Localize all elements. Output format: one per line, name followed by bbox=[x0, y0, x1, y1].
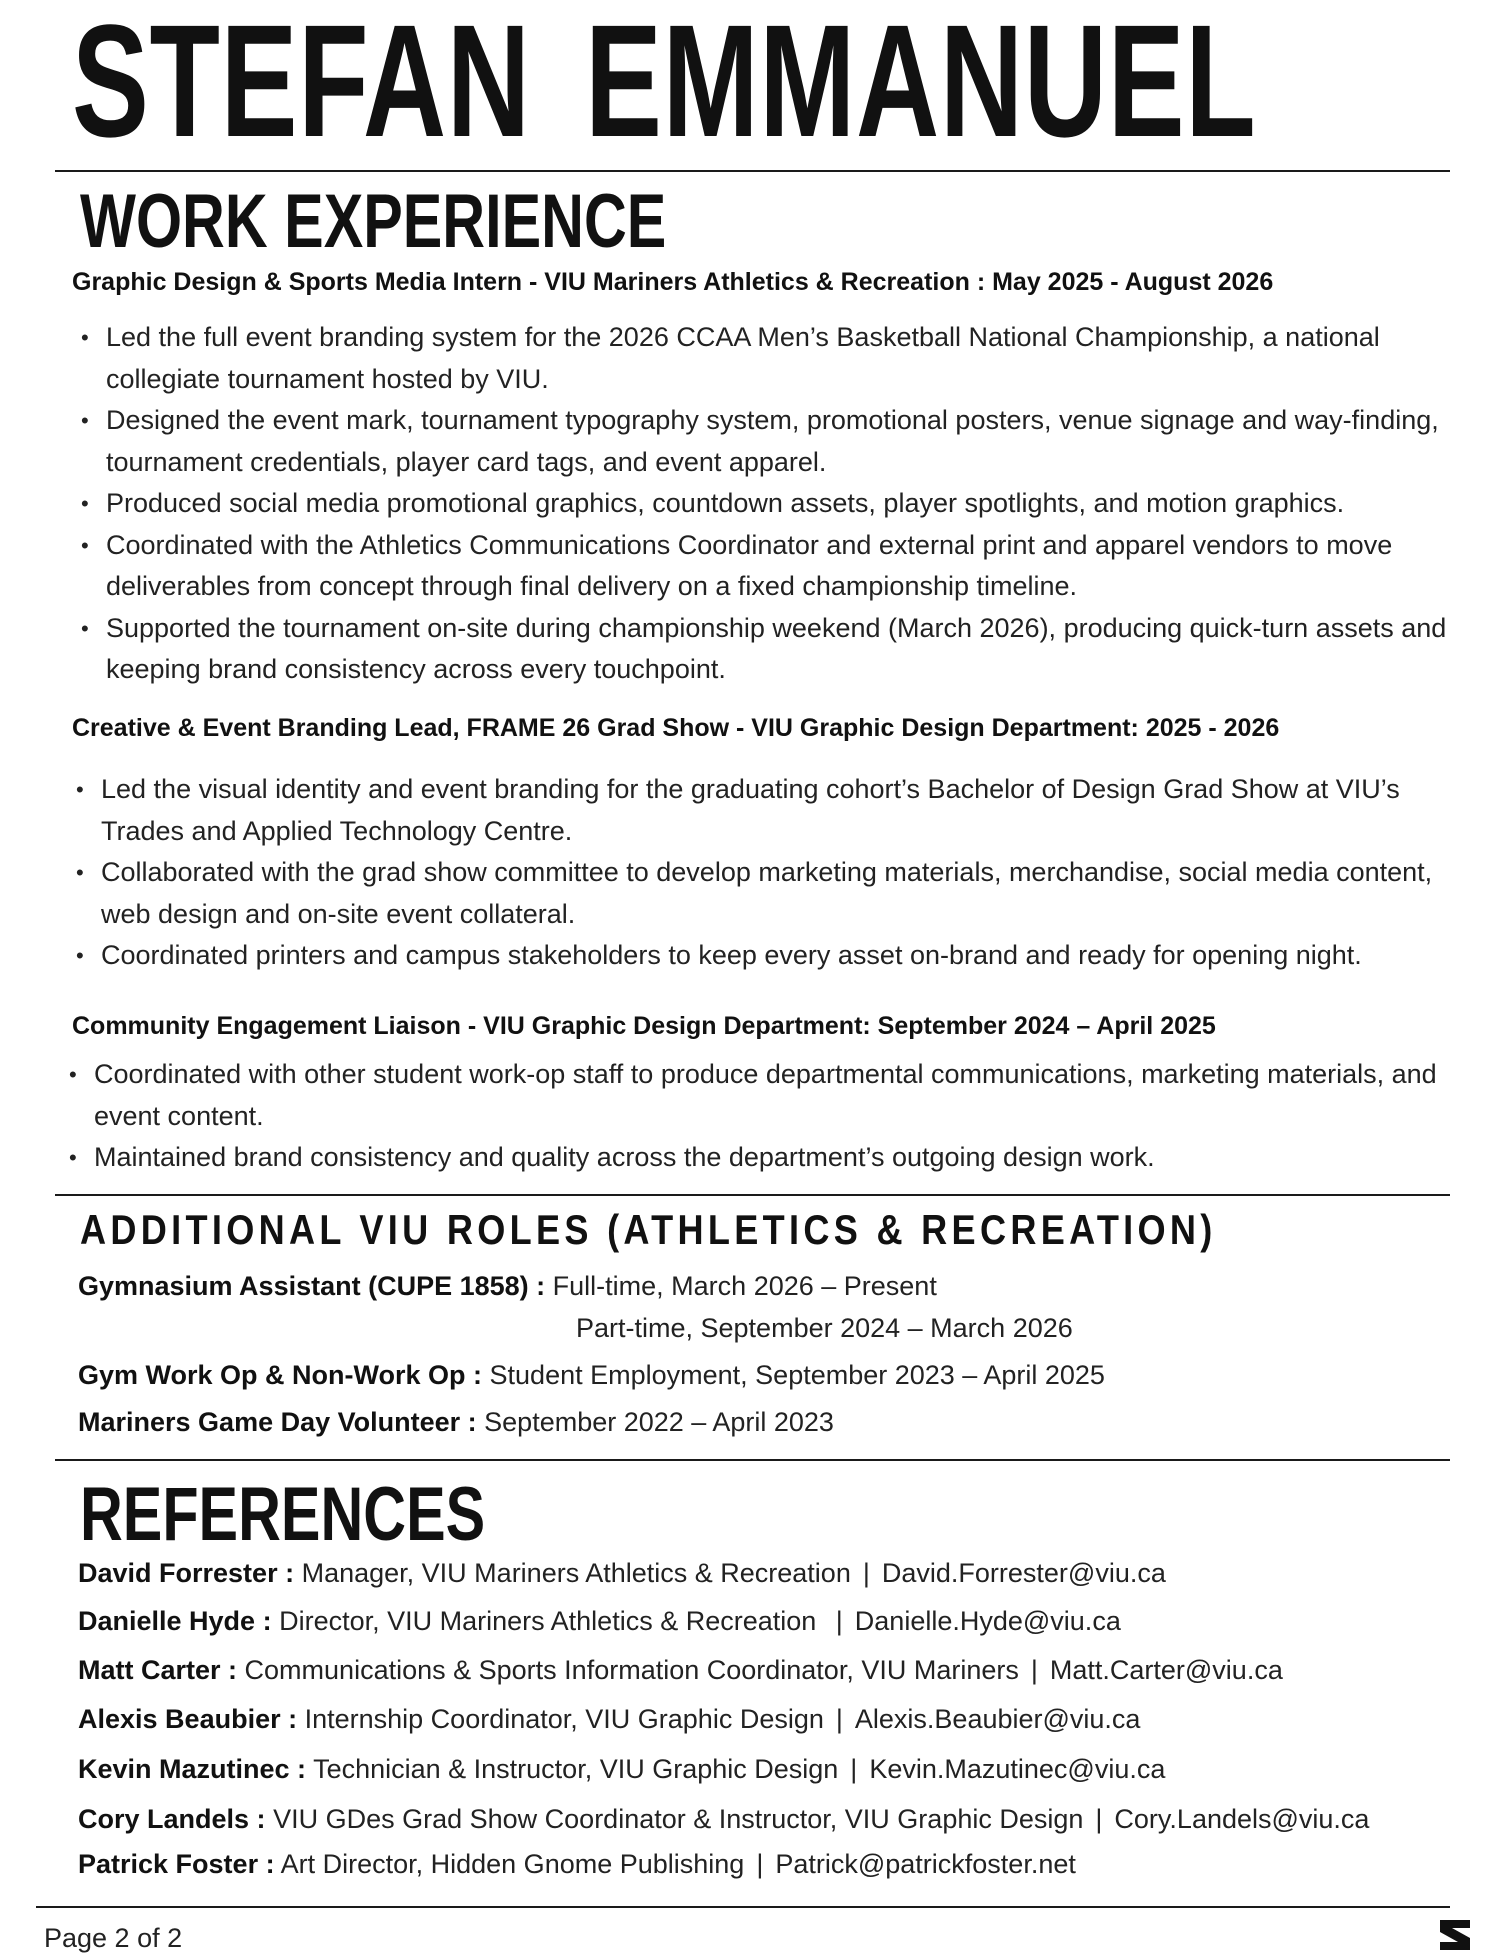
reference-role: Director, VIU Mariners Athletics & Recreation bbox=[279, 1606, 824, 1636]
job-title: Community Engagement Liaison - VIU Graphic Design Department: September 2024 – April 2025 bbox=[72, 1012, 1216, 1040]
job-title: Graphic Design & Sports Media Intern - VIU Mariners Athletics & Recreation : May 2025 - August 2026 bbox=[72, 268, 1274, 296]
separator: | bbox=[1095, 1804, 1103, 1834]
bullet-item: • Produced social media promotional graphics, countdown assets, player spotlights, and motion graphics. bbox=[81, 483, 1461, 525]
reference-role: Internship Coordinator, VIU Graphic Design bbox=[304, 1704, 824, 1734]
reference-role: Manager, VIU Mariners Athletics & Recreation bbox=[301, 1558, 851, 1588]
job-title: Creative & Event Branding Lead, FRAME 26 Grad Show - VIU Graphic Design Department: 2025 - 2026 bbox=[72, 714, 1280, 742]
separator: | bbox=[835, 1606, 843, 1636]
separator: | bbox=[756, 1849, 764, 1879]
role-line bbox=[78, 1405, 834, 1439]
role-line bbox=[78, 1358, 1105, 1392]
bullet-item: • Led the visual identity and event branding for the graduating cohort’s Bachelor of Design Grad Show at VIU’s Trades and Applied Technology Centre. bbox=[76, 769, 1466, 852]
role-value: Full-time, March 2026 – Present bbox=[552, 1271, 937, 1301]
separator: | bbox=[862, 1558, 870, 1588]
reference-entry bbox=[78, 1604, 1121, 1638]
bullet-item: • Maintained brand consistency and quality across the department’s outgoing design work. bbox=[69, 1137, 1439, 1179]
role-value: September 2022 – April 2023 bbox=[484, 1407, 834, 1437]
reference-role: Technician & Instructor, VIU Graphic Design bbox=[313, 1754, 839, 1784]
reference-email: Matt.Carter@viu.ca bbox=[1049, 1655, 1283, 1685]
reference-name: Matt Carter : bbox=[78, 1655, 238, 1685]
bullet-item: • Led the full event branding system for the 2026 CCAA Men’s Basketball National Championship, a national collegiate tournament hosted by VIU. bbox=[81, 317, 1461, 400]
reference-email: Danielle.Hyde@viu.ca bbox=[854, 1606, 1121, 1636]
separator: | bbox=[835, 1704, 843, 1734]
section-heading-additional: ADDITIONAL VIU ROLES (ATHLETICS & RECREATION) bbox=[80, 1206, 1217, 1253]
separator: | bbox=[850, 1754, 858, 1784]
reference-entry bbox=[78, 1752, 1165, 1786]
job-bullets bbox=[76, 769, 1466, 977]
footer-divider bbox=[36, 1906, 1450, 1908]
job-bullets bbox=[81, 317, 1461, 691]
role-value: Student Employment, September 2023 – April 2025 bbox=[489, 1360, 1105, 1390]
reference-name: Cory Landels : bbox=[78, 1804, 266, 1834]
reference-entry bbox=[78, 1702, 1140, 1736]
reference-email: Patrick@patrickfoster.net bbox=[775, 1849, 1076, 1879]
reference-name: Kevin Mazutinec : bbox=[78, 1754, 307, 1784]
reference-email: Kevin.Mazutinec@viu.ca bbox=[869, 1754, 1166, 1784]
reference-role: VIU GDes Grad Show Coordinator & Instructor, VIU Graphic Design bbox=[273, 1804, 1084, 1834]
reference-entry bbox=[78, 1802, 1369, 1836]
bullet-item: • Collaborated with the grad show committee to develop marketing materials, merchandise, social media content, web design and on-site event collateral. bbox=[76, 852, 1466, 935]
role-label: Gym Work Op & Non-Work Op : bbox=[78, 1360, 483, 1390]
header-divider bbox=[55, 170, 1450, 172]
bullet-item: • Supported the tournament on-site during championship weekend (March 2026), producing quick-turn assets and keeping brand consistency across every touchpoint. bbox=[81, 608, 1461, 691]
reference-entry bbox=[78, 1653, 1283, 1687]
role-line-continued: Part-time, September 2024 – March 2026 bbox=[576, 1313, 1073, 1343]
bullet-item: • Coordinated with other student work-op staff to produce departmental communications, marketing materials, and event content. bbox=[69, 1054, 1439, 1137]
reference-role: Communications & Sports Information Coordinator, VIU Mariners bbox=[244, 1655, 1019, 1685]
section-divider bbox=[55, 1459, 1450, 1461]
reference-name: David Forrester : bbox=[78, 1558, 295, 1588]
role-label: Mariners Game Day Volunteer : bbox=[78, 1407, 477, 1437]
section-heading-work: WORK EXPERIENCE bbox=[80, 179, 667, 264]
bullet-item: • Coordinated printers and campus stakeholders to keep every asset on-brand and ready for opening night. bbox=[76, 935, 1466, 977]
reference-entry bbox=[78, 1847, 1076, 1881]
s-monogram-icon bbox=[1436, 1916, 1474, 1954]
reference-entry bbox=[78, 1556, 1166, 1590]
reference-email: David.Forrester@viu.ca bbox=[881, 1558, 1166, 1588]
bullet-item: • Coordinated with the Athletics Communications Coordinator and external print and apparel vendors to move deliverables from concept through final delivery on a fixed championship timeline. bbox=[81, 525, 1461, 608]
role-line bbox=[78, 1269, 937, 1303]
reference-email: Cory.Landels@viu.ca bbox=[1114, 1804, 1370, 1834]
job-bullets bbox=[69, 1054, 1439, 1179]
section-divider bbox=[55, 1194, 1450, 1196]
page-number: Page 2 of 2 bbox=[44, 1923, 183, 1953]
reference-email: Alexis.Beaubier@viu.ca bbox=[854, 1704, 1141, 1734]
reference-name: Patrick Foster : bbox=[78, 1849, 275, 1879]
bullet-item: • Designed the event mark, tournament typography system, promotional posters, venue signage and way-finding, tournament credentials, player card tags, and event apparel. bbox=[81, 400, 1461, 483]
reference-role: Art Director, Hidden Gnome Publishing bbox=[280, 1849, 745, 1879]
reference-name: Danielle Hyde : bbox=[78, 1606, 272, 1636]
role-label: Gymnasium Assistant (CUPE 1858) : bbox=[78, 1271, 546, 1301]
reference-name: Alexis Beaubier : bbox=[78, 1704, 298, 1734]
candidate-name: STEFAN EMMANUEL bbox=[72, 0, 1257, 170]
section-heading-references: REFERENCES bbox=[80, 1472, 486, 1557]
separator: | bbox=[1030, 1655, 1038, 1685]
